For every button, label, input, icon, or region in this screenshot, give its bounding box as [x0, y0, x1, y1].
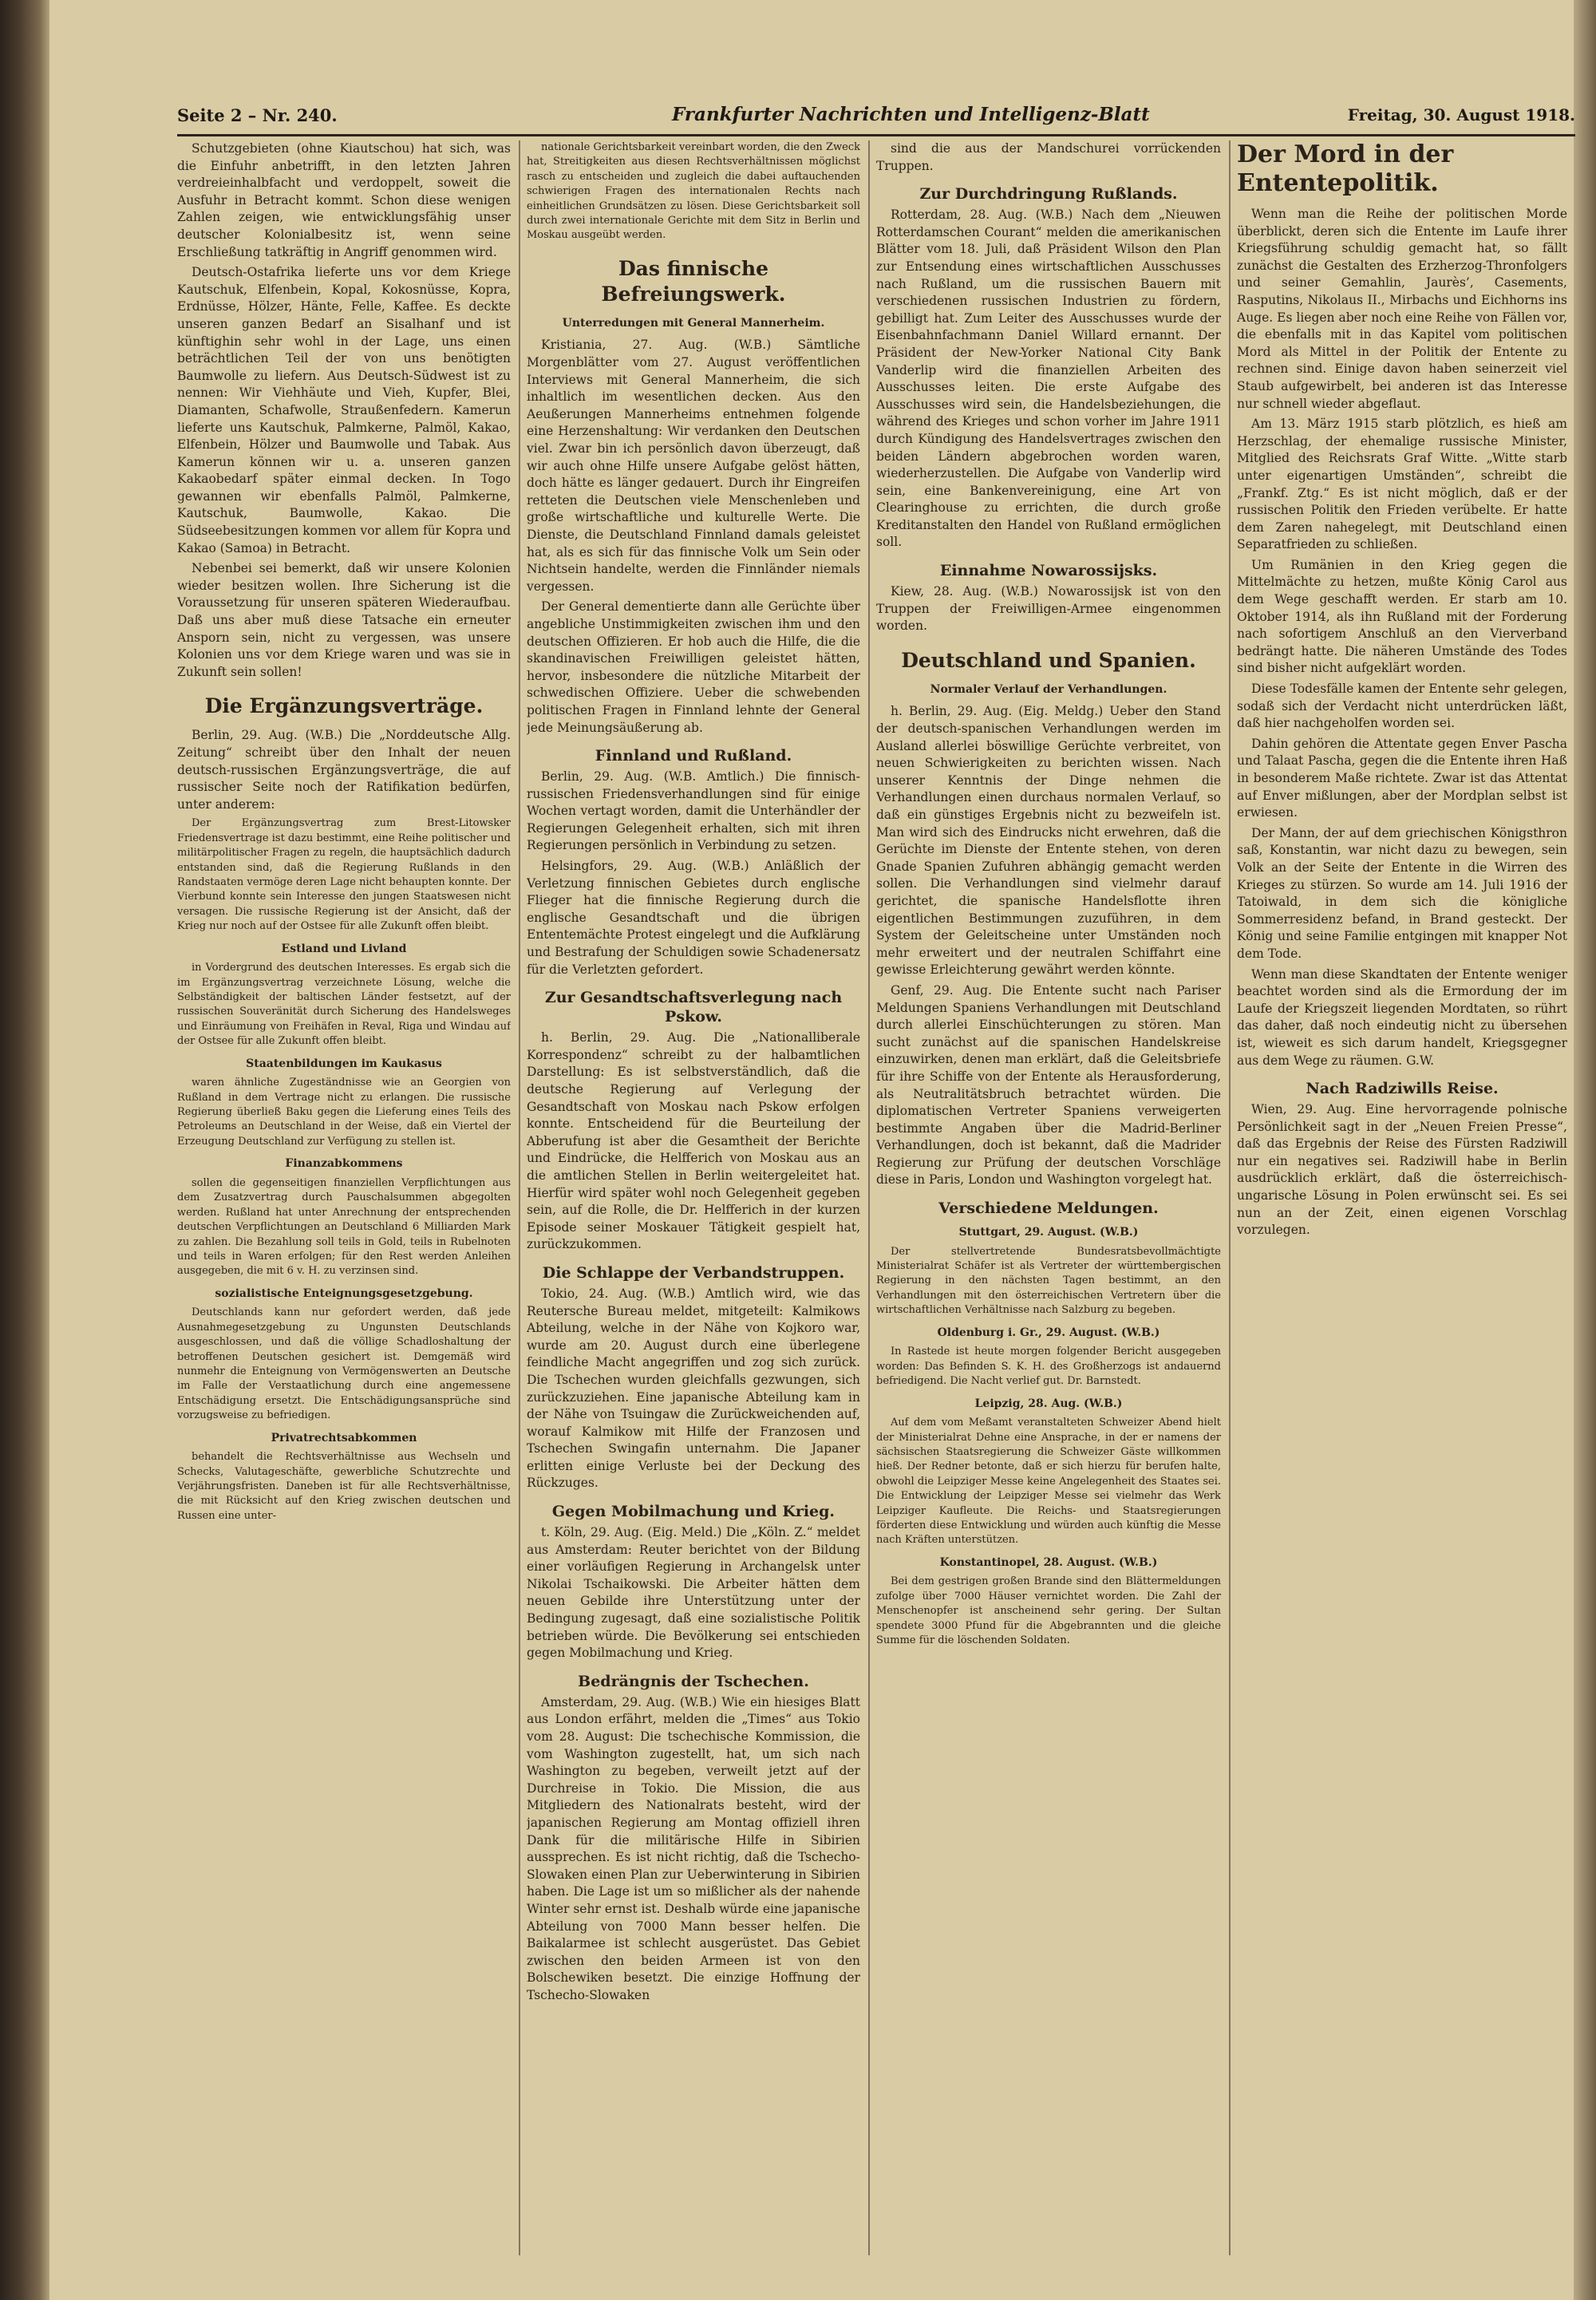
article-headline: Verschiedene Meldungen. — [938, 1199, 1159, 1218]
paragraph: h. Berlin, 29. Aug. (Eig. Meldg.) Ueber den Stand der deutsch-spanischen Verhandlungen werden im Ausland allerlei böswillige Gerüchte verbreitet, von neuen Schwierigkeiten zu berichten wissen. Nach unserer Kenntnis der Dinge nehmen die Verhandlungen einen durchaus normalen Verlauf, so daß ein günstiges Ergebnis nicht zu bezweifeln ist. Man wird sich des Eindrucks nicht erwehren, daß die Gerüchte im Dienste der Entente stehen, von deren Gnade Spanien Zufuhren abhängig gemacht werden sollen. Die Verhandlungen sind vielmehr darauf gerichtet, die spanische Handelsflotte ihren eigentlichen Bestimmungen zuzuführen, in dem System der Geleitscheine unter Umständen noch mehr erweitert und der neutralen Schiffahrt eine gewisse Erleichterung gewährt werden könnte. — [876, 704, 1221, 978]
article-headline: Zur Gesandtschaftsverlegung nach Pskow. — [544, 989, 843, 1026]
paragraph: Wien, 29. Aug. Eine hervorragende polnische Persönlichkeit sagt in der „Neuen Freien Presse“, daß das Ergebnis der Reise des Fürsten Radziwill nur ein negatives sei. Radziwill habe in Berlin ausdrücklich erklärt, daß die österreichisch-ungarische Lösung in Polen erwünscht sei. Es sei nun an der Zeit, einen eigenen Vorschlag vorzulegen. — [1237, 1102, 1567, 1238]
section-subhead: sozialistische Enteignungsgesetzgebung. — [215, 1286, 473, 1300]
dateline: Stuttgart, 29. August. (W.B.) — [958, 1226, 1139, 1239]
article-headline: Bedrängnis der Tschechen. — [578, 1672, 809, 1690]
article-headline: Nach Radziwills Reise. — [1306, 1080, 1499, 1098]
article-headline: Die Schlappe der Verbandstruppen. — [542, 1263, 845, 1282]
paragraph: Kiew, 28. Aug. (W.B.) Nowarossijsk ist von den Truppen der Freiwilligen-Armee eingenommen worden. — [876, 584, 1221, 634]
column-rule — [519, 140, 520, 2255]
paragraph: Auf dem vom Meßamt veranstalteten Schweizer Abend hielt der Ministerialrat Dehne eine Ansprache, in der er namens der sächsischen Staatsregierung die Schweizer Gäste willkommen hieß. Der Redner betonte, daß er sich hierzu für berufen halte, obwohl die Leipziger Messe keine Angelegenheit des Staates sei. Die Entwicklung der Leipziger Messe sei vielmehr das Werk Leipziger Kaufleute. Die Reichs- und Staatsregierungen förderten diese Entwicklung und würden auch künftig die Messe nach Kräften unterstützen. — [876, 1417, 1221, 1547]
paragraph: Diese Todesfälle kamen der Entente sehr gelegen, sodaß sich der Verdacht nicht unterdrücken läßt, daß hier nachgeholfen worden sei. — [1237, 682, 1567, 731]
paragraph: Tokio, 24. Aug. (W.B.) Amtlich wird, wie das Reutersche Bureau meldet, mitgeteilt: Kalmikows Abteilung, welche in der Nähe von Kojkoro war, wurde am 20. August durch eine überlegene feindliche Macht angegriffen und zog sich zurück. Die Tschechen wurden gleichfalls gezwungen, sich zurückzuziehen. Eine japanische Abteilung kam in der Nähe von Tsuingaw die Zurückweichenden auf, worauf Kalmikow mit Hilfe der Franzosen und Tschechen Swingafin unternahm. Die Japaner erlitten einige Verluste bei der Deckung des Rückzuges. — [527, 1286, 860, 1491]
column-2 — [527, 140, 860, 2255]
article-subheadline: Normaler Verlauf der Verhandlungen. — [930, 682, 1167, 696]
article-headline: Einnahme Nowarossijsks. — [939, 562, 1158, 580]
newspaper-title: Frankfurter Nachrichten und Intelligenz-Blatt — [672, 104, 1150, 125]
column-1 — [177, 140, 511, 2255]
paragraph: nationale Gerichtsbarkeit vereinbart worden, die den Zweck hat, Streitigkeiten aus diesen Rechtsverhältnissen möglichst rasch zu entscheiden und zugleich die dabei auftauchenden schwierigen Fragen des internationalen Rechts nach einheitlichen Grundsätzen zu lösen. Diese Gerichtsbarkeit soll durch zwei internationale Gerichte mit dem Sitz in Berlin und Moskau ausgeübt werden. — [527, 141, 860, 242]
paragraph: t. Köln, 29. Aug. (Eig. Meld.) Die „Köln. Z.“ meldet aus Amsterdam: Reuter berichtet von der Bildung einer vorläufigen Regierung in Archangelsk unter Nikolai Tschaikowski. Die Arbeiter hätten dem neuen Gebilde ihre Unterstützung unter der Bedingung zugesagt, daß eine sozialistische Politik betrieben würde. Die Bevölkerung sei entschieden gegen Mobilmachung und Krieg. — [527, 1525, 860, 1661]
dateline: Konstantinopel, 28. August. (W.B.) — [939, 1555, 1158, 1569]
paragraph: Um Rumänien in den Krieg gegen die Mittelmächte zu hetzen, mußte König Carol aus dem Wege geschafft werden. Er starb am 10. Oktober 1914, als ihn Rußland mit der Forderung nach sofortigem Anschluß an den Vierverband bedrängt hatte. Die näheren Umstände des Todes sind bisher nicht aufgeklärt worden. — [1237, 557, 1567, 676]
paragraph: Kristiania, 27. Aug. (W.B.) Sämtliche Morgenblätter vom 27. August veröffentlichen Interviews mit General Mannerheim, die sich inhaltlich im wesentlichen decken. Aus den Aeußerungen Mannerheims entnehmen folgende eine Herzenshaltung: Wir verdanken den Deutschen viel. Zwar bin ich persönlich davon überzeugt, daß wir auch ohne Hilfe unsere Aufgabe gelöst hätten, doch hätte es länger gedauert. Durch ihr Eingreifen retteten die Deutschen viele Menschenleben und große wirtschaftliche und kulturelle Werte. Die Dienste, die Deutschland Finnland damals geleistet hat, als es sich für das finnische Volk um Sein oder Nichtsein handelte, werden die Finnländer niemals vergessen. — [527, 338, 860, 594]
paragraph: sollen die gegenseitigen finanziellen Verpflichtungen aus dem Zusatzvertrag durch Pauschalsummen abgegolten werden. Rußland hat unter Anrechnung der entsprechenden deutschen Verpflichtungen an Deutschland 6 Milliarden Mark zu zahlen. Die Bezahlung soll teils in Gold, teils in Rubelnoten und teils in Waren erfolgen; für den Rest werden Anleihen ausgegeben, die mit 6 v. H. zu verzinsen sind. — [177, 1176, 511, 1278]
article-subheadline: Unterredungen mit General Mannerheim. — [562, 316, 825, 330]
paragraph: Der Mann, der auf dem griechischen Königsthron saß, Konstantin, war nicht dazu zu bewegen, sein Volk an der Seite der Entente in die Wirren des Krieges zu stürzen. So wurde am 14. Juli 1916 der Tatoiwald, in dem sich die königliche Sommerresidenz befand, in Brand gesteckt. Der König und seine Familie entgingen mit knapper Not dem Tode. — [1237, 825, 1567, 961]
paragraph: Genf, 29. Aug. Die Entente sucht nach Pariser Meldungen Spaniens Verhandlungen mit Deutschland durch allerlei Einschüchterungen zu stören. Man sucht zunächst auf die spanischen Handelskreise einzuwirken, denen man erklärt, daß die Geleitsbriefe für ihre Schiffe von der Entente als Herausforderung, als Neutralitätsbruch betrachtet würden. Die diplomatischen Vertreter Spaniens verweigerten bestimmte Angaben über die Madrid-Berliner Verhandlungen, doch ist bekannt, daß die Madrider Regierung zur Prüfung der deutschen Vorschläge diese in Paris, London und Washington vorgelegt hat. — [876, 982, 1221, 1188]
article-headline: Finnland und Rußland. — [595, 747, 792, 765]
paragraph: sind die aus der Mandschurei vorrückenden Truppen. — [876, 141, 1221, 173]
article-headline: Deutschland und Spanien. — [901, 648, 1196, 672]
section-subhead: Privatrechtsabkommen — [271, 1431, 417, 1444]
paragraph: Der stellvertretende Bundesratsbevollmächtigte Ministerialrat Schäfer ist als Vertreter der württembergischen Regierung in den nächsten Tagen bestimmt, an den Verhandlungen mit den österreichischen Vertretern über die wirtschaftlichen Verhältnisse nach Salzburg zu begeben. — [876, 1245, 1221, 1317]
paragraph: in Vordergrund des deutschen Interesses. Es ergab sich die im Ergänzungsvertrag verzeichnete Lösung, welche die Selbständigkeit der baltischen Länder festsetzt, auf der russischen Souveränität durch Sicherung des Handelsweges und Einräumung von Freihäfen in Reval, Riga und Windau auf der Ostsee für alle Zukunft offen bleibt. — [177, 962, 511, 1048]
paragraph: Deutsch-Ostafrika lieferte uns vor dem Kriege Kautschuk, Elfenbein, Kopal, Kokosnüsse, Kopra, Erdnüsse, Hölzer, Hänte, Felle, Kaffee. Es deckte unseren ganzen Bedarf an Sisalhanf und ist künftighin sehr wohl in der Lage, uns einen beträchtlichen Teil der von uns benötigten Baumwolle zu liefern. Aus Deutsch-Südwest ist zu nennen: Wir Viehhäute und Vieh, Kupfer, Blei, Diamanten, Schafwolle, Straußenfedern. Kamerun lieferte uns Kautschuk, Palmkerne, Palmöl, Kakao, Elfenbein, Hölzer und Baumwolle und Tabak. Aus Kamerun können wir u. a. unseren ganzen Kakaobedarf später einmal decken. In Togo gewannen wir ebenfalls Palmöl, Palmkerne, Kautschuk, Baumwolle, Kakao. Die Südseebesitzungen kommen vor allem für Kopra und Kakao (Samoa) in Betracht. — [177, 265, 511, 555]
paragraph: Am 13. März 1915 starb plötzlich, es hieß am Herzschlag, der ehemalige russische Minister, Mitglied des Reichsrats Graf Witte. „Witte starb unter eigenartigen Umständen“, schreibt die „Frankf. Ztg.“ Es ist nicht möglich, daß er der russischen Politik den Frieden verübelte. Er hatte dem Zaren nahegelegt, mit Deutschland einen Separatfrieden zu schließen. — [1237, 417, 1567, 552]
paragraph: h. Berlin, 29. Aug. Die „Nationalliberale Korrespondenz“ schreibt zu der halbamtlichen Darstellung: Es ist selbstverständlich, daß die deutsche Regierung auf Verlegung der Gesandtschaft von Moskau nach Pskow erfolgen konnte. Entscheidend für die Beurteilung der Abberufung ist aber die Gesamtheit der Berichte und Eindrücke, die Helfferich von Moskau aus an die amtlichen Stellen in Berlin weitergeleitet hat. Hierfür wird später wohl noch Gelegenheit gegeben sein, auf die Rolle, die Dr. Helfferich in der kurzen Episode seiner Moskauer Tätigkeit gespielt hat, zurückzukommen. — [527, 1030, 860, 1252]
paragraph: Deutschlands kann nur gefordert werden, daß jede Ausnahmegesetzgebung zu Ungunsten Deutschlands ausgeschlossen, und daß die völlige Schadloshaltung der betroffenen Deutschen gesichert ist. Demgemäß wird nunmehr die Enteignung von Vermögenswerten an Deutsche im Falle der Verstaatlichung durch eine angemessene Entschädigung ersetzt. Die Entschädigungsansprüche sind vorzugsweise zu befriedigen. — [177, 1306, 511, 1422]
page-edge — [1574, 0, 1596, 2300]
paragraph: Helsingfors, 29. Aug. (W.B.) Anläßlich der Verletzung finnischen Gebietes durch englische Flieger hat die finnische Regierung durch die englische Gesandtschaft und die übrigen Ententemächte Protest eingelegt und die Aufklärung und Bestrafung der Schuldigen sowie Schadenersatz für die Verletzten gefordert. — [527, 859, 860, 977]
paragraph: Amsterdam, 29. Aug. (W.B.) Wie ein hiesiges Blatt aus London erfährt, melden die „Times“ aus Tokio vom 28. August: Die tschechische Kommission, die vom Washington zugestellt, hat, um sich nach Washington zu begeben, verweilt jetzt auf der Durchreise in Tokio. Die Mission, die aus Mitgliedern des Nationalrats besteht, wird der japanischen Regierung am Montag offiziell ihren Dank für die militärische Hilfe in Sibirien aussprechen. Es ist nicht richtig, daß die Tschecho-Slowaken einen Plan zur Ueberwinterung in Sibirien haben. Die Lage ist um so mißlicher als der nahende Winter sehr ernst ist. Deshalb würde eine japanische Abteilung von 7000 Mann besser helfen. Die Baikalarmee ist schlecht ausgerüstet. Das Gebiet zwischen den beiden Armeen ist von den Bolschewiken besetzt. Die einzige Hoffnung der Tschecho-Slowaken — [527, 1694, 860, 2002]
paragraph: Berlin, 29. Aug. (W.B. Amtlich.) Die finnisch-russischen Friedensverhandlungen sind für einige Wochen vertagt worden, damit die Unterhändler der Regierungen Gelegenheit erhalten, sich mit ihren Regierungen persönlich in Verbindung zu setzen. — [527, 769, 860, 853]
paragraph: Nebenbei sei bemerkt, daß wir unsere Kolonien wieder besitzen wollen. Ihre Sicherung ist die Voraussetzung für unseren späteren Wiederaufbau. Daß uns aber muß diese Tatsache ein erneuter Ansporn sein, nicht zu vergessen, was unsere Kolonien uns vor dem Kriege waren und was sie in Zukunft sein sollen! — [177, 561, 511, 679]
paragraph: Berlin, 29. Aug. (W.B.) Die „Norddeutsche Allg. Zeitung“ schreibt über den Inhalt der neuen deutsch-russischen Ergänzungsverträge, die auf russischer Seite noch der Ratifikation bedürfen, unter anderem: — [177, 728, 511, 812]
paragraph: behandelt die Rechtsverhältnisse aus Wechseln und Schecks, Valutageschäfte, gewerbliche Schutzrechte und Verjährungsfristen. Daneben ist für alle Rechtsverhältnisse, die mit Rücksicht auf den Krieg zwischen deutschen und Russen eine unter- — [177, 1451, 511, 1522]
section-subhead: Finanzabkommens — [285, 1157, 403, 1171]
paragraph: Wenn man diese Skandtaten der Entente weniger beachtet worden sind als die Ermordung der im Laufe der Kriegszeit liegenden Mordtaten, so rührt das daher, daß noch eindeutig nicht zu übersehen ist, wieweit es sich darum handelt, Kriegsgegner aus dem Wege zu räumen. G.W. — [1237, 966, 1567, 1068]
paragraph: Bei dem gestrigen großen Brande sind den Blättermeldungen zufolge über 7000 Häuser vernichtet worden. Die Zahl der Menschenopfer ist anscheinend sehr gering. Der Sultan spendete 3000 Pfund für die Abgebrannten und die gleiche Summe für die löschenden Soldaten. — [876, 1575, 1221, 1646]
issue-date: Freitag, 30. August 1918. — [1347, 105, 1575, 124]
book-binding — [0, 0, 49, 2300]
page-number: Seite 2 – Nr. 240. — [177, 105, 338, 125]
article-headline: Zur Durchdringung Rußlands. — [919, 185, 1178, 204]
page-header — [177, 102, 1575, 136]
dateline: Leipzig, 28. Aug. (W.B.) — [974, 1397, 1123, 1410]
article-headline: Das finnische Befreiungswerk. — [601, 256, 786, 306]
column-4 — [1237, 140, 1567, 2255]
paragraph: Rotterdam, 28. Aug. (W.B.) Nach dem „Nieuwen Rotterdamschen Courant“ melden die amerikanischen Blätter vom 18. Juli, daß Präsident Wilson den Plan zur Entsendung eines wirtschaftlichen Ausschusses nach Rußland, um die russischen Bauern mit verschiedenen russischen Industrien zu fördern, gebilligt hat. Zum Leiter des Ausschusses wurde der Eisenbahnfachmann Daniel Willard ernannt. Der Präsident der New-Yorker National City Bank Vanderlip wird die finanziellen Arbeiten des Ausschusses leiten. Die erste Aufgabe des Ausschusses wird sein, die Handelsbeziehungen, die während des Krieges und schon vorher im Jahre 1911 durch Kündigung des Handelsvertrages zwischen den beiden Ländern abgebrochen worden waren, wiederherzustellen. Die Aufgabe von Vanderlip wird sein, eine Bankenvereinigung, eine Art von Clearinghouse zu errichten, die durch große Kreditanstalten den Handel von Rußland ermöglichen soll. — [876, 207, 1221, 550]
paragraph: Der Ergänzungsvertrag zum Brest-Litowsker Friedensvertrage ist dazu bestimmt, eine Reihe politischer und militärpolitischer Fragen zu regeln, die hauptsächlich dadurch entstanden sind, daß die Regierung Rußlands in den Randstaaten vermöge deren Lage nicht behaupten konnte. Der Vierbund konnte sein Interesse den jungen Staatswesen nicht versagen. Die russische Regierung ist der Ansicht, daß der Krieg nur noch auf der Ostsee für alle Zukunft offen bleibt. — [177, 817, 511, 933]
column-rule — [868, 140, 870, 2255]
dateline: Oldenburg i. Gr., 29. August. (W.B.) — [937, 1326, 1160, 1339]
section-subhead: Staatenbildungen im Kaukasus — [246, 1057, 442, 1070]
paragraph: waren ähnliche Zugeständnisse wie an Georgien von Rußland in dem Vertrage nicht zu erlangen. Die russische Regierung überließ Baku gegen die Lieferung eines Teils des Petroleums an Deutschland in der Weise, daß ein Viertel der Erzeugung Deutschland zur Verfügung zu stellen ist. — [177, 1077, 511, 1148]
article-headline: Gegen Mobilmachung und Krieg. — [551, 1503, 836, 1521]
paragraph: Wenn man die Reihe der politischen Morde überblickt, deren sich die Entente im Laufe ihrer Kriegsführung schuldig gemacht hat, so fällt zunächst die Gestalten des Erzherzog-Thronfolgers und seiner Gemahlin, Jaurès’, Casements, Rasputins, Nikolaus II., Mirbachs und Eichhorns ins Auge. Es liegen aber noch eine Reihe von Fällen vor, die ebenfalls mit in das Kapitel vom politischen Mord als Mittel in der Politik der Entente zu rechnen sind. Einige davon haben seinerzeit viel Staub aufgewirbelt, bei anderen ist das Interesse nur schnell wieder abgeflaut. — [1237, 207, 1567, 411]
paragraph: Dahin gehören die Attentate gegen Enver Pascha und Talaat Pascha, gegen die die Entente ihren Haß in besonderem Maße richtete. Zwar ist das Attentat auf Enver mißlungen, aber der Mordplan selbst ist erwiesen. — [1237, 736, 1567, 820]
paragraph: Der General dementierte dann alle Gerüchte über angebliche Unstimmigkeiten zwischen ihm und den deutschen Offizieren. Er hob auch die Hilfe, die die skandinavischen Freiwilligen geleistet hätten, hervor, insbesondere die nützliche Mitarbeit der schwedischen Offiziere. Ueber die schwebenden politischen Fragen in Finnland lehnte der General jede Meinungsäußerung ab. — [527, 599, 860, 735]
paragraph: In Rastede ist heute morgen folgender Bericht ausgegeben worden: Das Befinden S. K. H. des Großherzogs ist andauernd befriedigend. Die Nacht verlief gut. Dr. Barnstedt. — [876, 1346, 1221, 1388]
column-3 — [876, 140, 1221, 2255]
article-headline: Die Ergänzungsverträge. — [204, 694, 484, 718]
article-headline: Der Mord in der Ententepolitik. — [1237, 140, 1454, 197]
column-rule — [1229, 140, 1231, 2255]
section-subhead: Estland und Livland — [281, 942, 407, 955]
paragraph: Schutzgebieten (ohne Kiautschou) hat sich, was die Einfuhr anbetrifft, in den letzten Jahren verdreieinhalbfacht und verdoppelt, soweit die Ausfuhr in Betracht kommt. Schon diese wenigen Zahlen zeigen, wie entwicklungsfähig unser deutscher Kolonialbesitz ist, wenn seine Erschließung tatkräftig in Angriff genommen wird. — [177, 141, 511, 259]
